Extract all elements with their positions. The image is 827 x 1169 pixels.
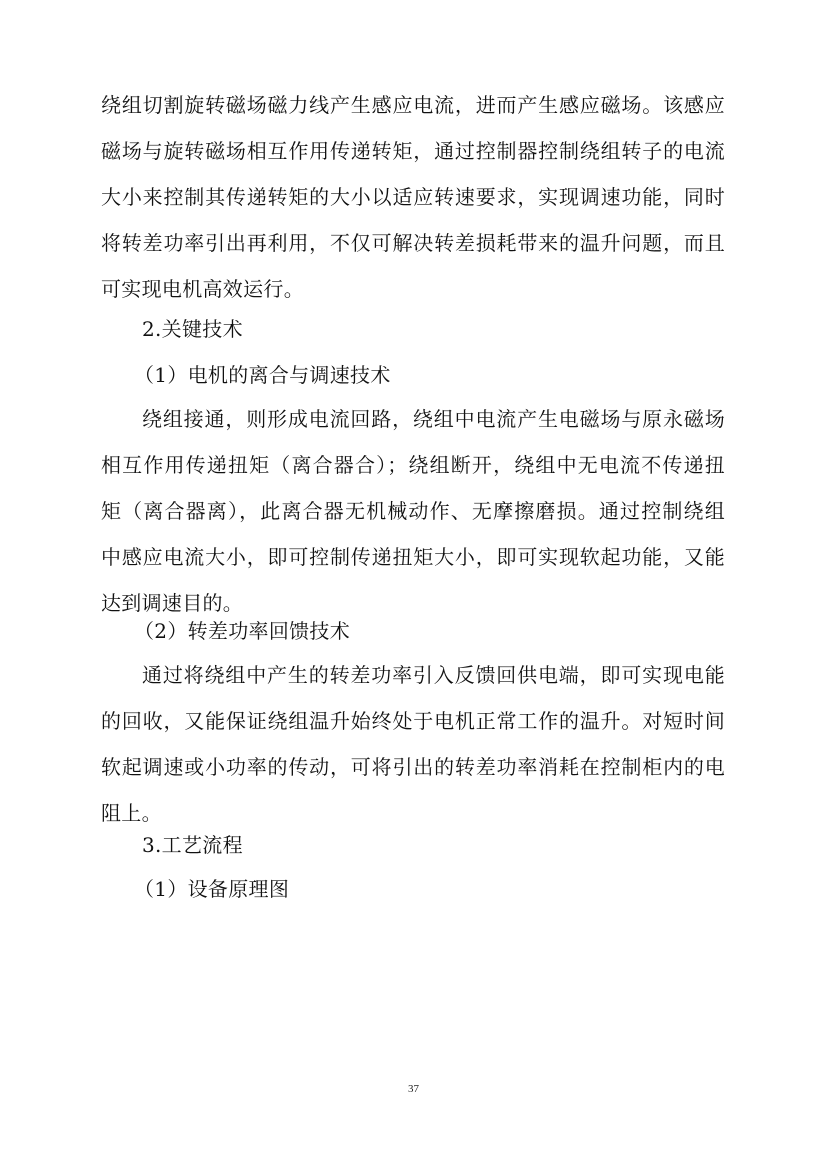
subsection-heading: （2）转差功率回馈技术 [134, 619, 351, 643]
text-line: 达到调速目的。 [101, 591, 244, 615]
heading-process-flow [101, 830, 725, 861]
text-line: 绕组切割旋转磁场磁力线产生感应电流，进而产生感应磁场。该感应 [101, 93, 726, 117]
text-line: 大小来控制其传递转矩的大小以适应转速要求，实现调速功能，同时 [101, 185, 726, 209]
paragraph-clutch [101, 404, 725, 619]
heading-key-technology [101, 314, 725, 345]
text-line: 矩（离合器离），此离合器无机械动作、无摩擦磨损。通过控制绕组 [101, 499, 726, 523]
heading-equipment-diagram [101, 874, 725, 905]
text-line: 可实现电机高效运行。 [101, 277, 304, 301]
section-heading: 2.关键技术 [142, 317, 243, 341]
text-line: 阻上。 [101, 801, 162, 825]
text-line: 通过将绕组中产生的转差功率引入反馈回供电端，即可实现电能 [142, 663, 726, 687]
text-line: 磁场与旋转磁场相互作用传递转矩，通过控制器控制绕组转子的电流 [101, 139, 726, 163]
paragraph-principle [101, 90, 725, 305]
text-line: 将转差功率引出再利用，不仅可解决转差损耗带来的温升问题，而且 [101, 231, 726, 255]
text-line: 中感应电流大小，即可控制传递扭矩大小，即可实现软起功能，又能 [101, 545, 726, 569]
text-line: 的回收，又能保证绕组温升始终处于电机正常工作的温升。对短时间 [101, 709, 726, 733]
text-line: 相互作用传递扭矩（离合器合）；绕组断开，绕组中无电流不传递扭 [101, 453, 726, 477]
text-line: 软起调速或小功率的传动，可将引出的转差功率消耗在控制柜内的电 [101, 755, 726, 779]
subsection-heading: （1）电机的离合与调速技术 [134, 363, 391, 387]
text-line: 绕组接通，则形成电流回路，绕组中电流产生电磁场与原永磁场 [142, 407, 726, 431]
heading-clutch-speed [101, 360, 725, 391]
subsection-heading: （1）设备原理图 [134, 877, 290, 901]
heading-slip-feedback [101, 616, 725, 647]
paragraph-feedback [101, 660, 725, 829]
section-heading: 3.工艺流程 [142, 833, 243, 857]
page-number: 37 [408, 1083, 419, 1095]
